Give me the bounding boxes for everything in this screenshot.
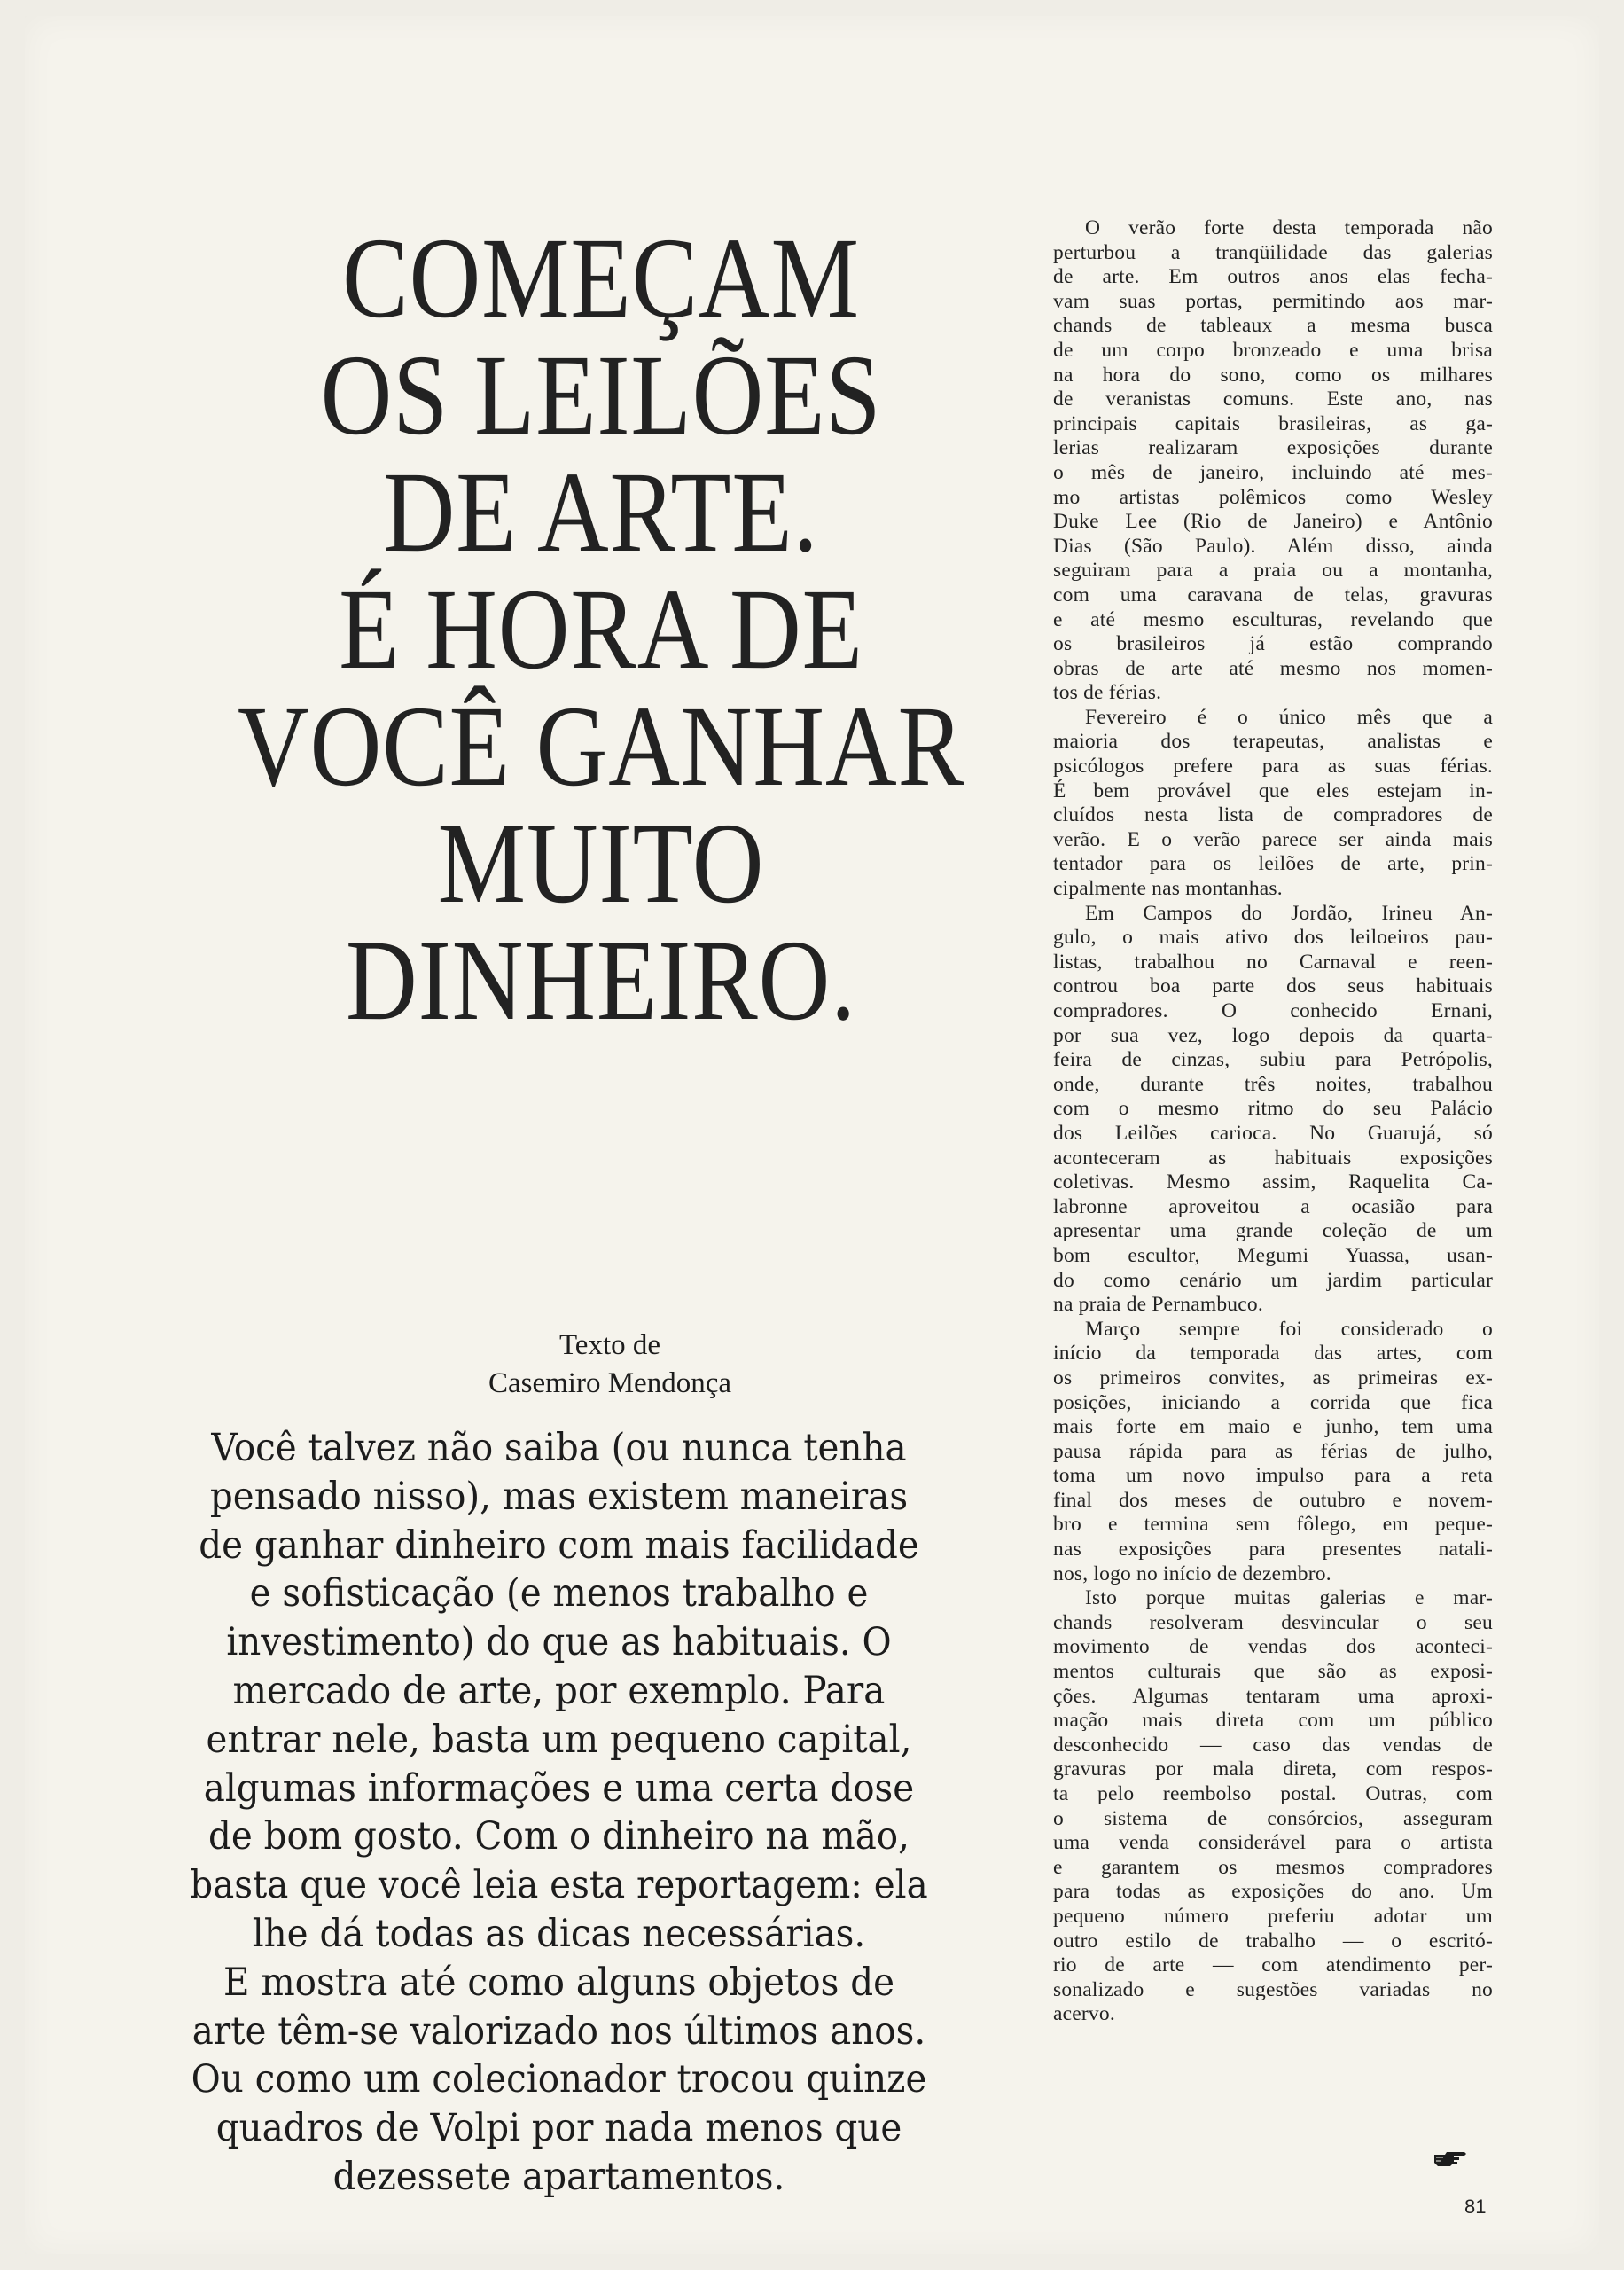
column-line: com o mesmo ritmo do seu Palácio: [1053, 1097, 1493, 1121]
column-line: na praia de Pernambuco.: [1053, 1293, 1263, 1317]
column-line: e até mesmo esculturas, revelando que: [1053, 607, 1493, 631]
byline: [317, 1327, 902, 1403]
column-line: mentos culturais que são as exposi-: [1053, 1660, 1493, 1684]
column-line: obras de arte até mesmo nos momen-: [1053, 656, 1493, 680]
column-line: listas, trabalhou no Carnaval e reen-: [1053, 950, 1493, 974]
lead-line: entrar nele, basta um pequeno capital,: [206, 1717, 912, 1762]
lead-paragraph: [136, 1424, 981, 2202]
column-line: vam suas portas, permitindo aos mar-: [1053, 289, 1493, 313]
column-line: maioria dos terapeutas, analistas e: [1053, 730, 1493, 754]
column-line: outro estilo de trabalho — o escritó-: [1053, 1929, 1493, 1953]
column-line: posições, iniciando a corrida que fica: [1053, 1390, 1493, 1414]
column-line: Isto porque muitas galerias e mar-: [1085, 1586, 1493, 1610]
column-line: Fevereiro é o único mês que a: [1085, 705, 1493, 729]
column-line: o mês de janeiro, incluindo até mes-: [1053, 460, 1493, 484]
column-line: verão. E o verão parece ser ainda mais: [1053, 827, 1493, 851]
column-line: de arte. Em outros anos elas fecha-: [1053, 265, 1493, 289]
lead-line: investimento) do que as habituais. O: [226, 1620, 892, 1665]
column-line: chands de tableaux a mesma busca: [1053, 314, 1493, 338]
column-line: seguiram para a praia ou a montanha,: [1053, 559, 1493, 583]
column-line: na hora do sono, como os milhares: [1053, 363, 1493, 387]
column-line: principais capitais brasileiras, as ga-: [1053, 411, 1493, 435]
lead-line: E mostra até como alguns objetos de: [223, 1960, 895, 2005]
column-line: por sua vez, logo depois da quarta-: [1053, 1023, 1493, 1047]
pointing-hand-icon: [1433, 2148, 1468, 2169]
column-line: controu boa parte dos seus habituais: [1053, 975, 1493, 998]
column-line: os primeiros convites, as primeiras ex-: [1053, 1366, 1493, 1389]
column-line: pequeno número preferiu adotar um: [1053, 1904, 1493, 1928]
lead-line: pensado nisso), mas existem maneiras: [209, 1474, 909, 1519]
magazine-page: [25, 16, 1599, 2254]
column-line: e garantem os mesmos compradores: [1053, 1855, 1493, 1879]
article-column: [1053, 216, 1493, 2027]
column-line: Duke Lee (Rio de Janeiro) e Antônio: [1053, 510, 1493, 534]
column-line: mação mais direta com um público: [1053, 1709, 1493, 1733]
column-line: do como cenário um jardim particular: [1053, 1268, 1493, 1292]
column-line: nos, logo no início de dezembro.: [1053, 1562, 1331, 1585]
headline: [220, 215, 982, 1045]
lead-line: mercado de arte, por exemplo. Para: [232, 1668, 886, 1713]
lead-line: basta que você leia esta reportagem: ela: [190, 1863, 928, 1908]
headline-line: OS LEILÕES: [320, 332, 882, 459]
column-line: ta pelo reembolso postal. Outras, com: [1053, 1782, 1493, 1805]
column-line: chands resolveram desvincular o seu: [1053, 1610, 1493, 1634]
column-line: os brasileiros já estão comprando: [1053, 632, 1493, 656]
column-line: acervo.: [1053, 2002, 1115, 2026]
lead-line: e sofisticação (e menos trabalho e: [249, 1571, 869, 1616]
headline-line: COMEÇAM: [342, 215, 860, 342]
byline-line: Casemiro Mendonça: [488, 1367, 731, 1399]
byline-line: Texto de: [558, 1329, 661, 1361]
column-line: desconhecido — caso das vendas de: [1053, 1733, 1493, 1757]
lead-line: lhe dá todas as dicas necessárias.: [252, 1911, 866, 1956]
column-line: pausa rápida para as férias de julho,: [1053, 1439, 1493, 1463]
column-line: labronne aproveitou a ocasião para: [1053, 1194, 1493, 1218]
column-line: movimento de vendas dos aconteci-: [1053, 1635, 1493, 1659]
lead-line: arte têm-se valorizado nos últimos anos.: [191, 2008, 926, 2054]
column-line: lerias realizaram exposições durante: [1053, 436, 1493, 460]
column-line: feira de cinzas, subiu para Petrópolis,: [1053, 1048, 1493, 1072]
lead-line: de bom gosto. Com o dinheiro na mão,: [208, 1814, 910, 1859]
column-line: para todas as exposições do ano. Um: [1053, 1880, 1493, 1904]
column-line: gulo, o mais ativo dos leiloeiros pau-: [1053, 926, 1493, 950]
headline-line: MUITO: [437, 800, 765, 928]
page-number: 81: [1464, 2196, 1487, 2218]
column-line: É bem provável que eles estejam in-: [1053, 779, 1493, 802]
column-line: Dias (São Paulo). Além disso, ainda: [1053, 534, 1493, 558]
column-line: toma um novo impulso para a reta: [1053, 1464, 1493, 1488]
lead-line: dezessete apartamentos.: [332, 2154, 785, 2199]
column-line: onde, durante três noites, trabalhou: [1053, 1072, 1493, 1096]
column-line: psicólogos prefere para as suas férias.: [1053, 755, 1493, 779]
headline-line: VOCÊ GANHAR: [237, 683, 965, 810]
headline-line: DINHEIRO.: [346, 917, 856, 1045]
column-line: sonalizado e sugestões variadas no: [1053, 1977, 1493, 2001]
column-line: Março sempre foi considerado o: [1085, 1317, 1493, 1341]
column-line: apresentar uma grande coleção de um: [1053, 1219, 1493, 1243]
lead-line: algumas informações e uma certa dose: [203, 1765, 915, 1811]
column-line: aconteceram as habituais exposições: [1053, 1146, 1493, 1170]
column-line: com uma caravana de telas, gravuras: [1053, 583, 1493, 607]
column-line: nas exposições para presentes natali-: [1053, 1538, 1493, 1562]
headline-line: É HORA DE: [339, 566, 863, 693]
column-line: bom escultor, Megumi Yuassa, usan-: [1053, 1243, 1493, 1267]
column-line: o sistema de consórcios, asseguram: [1053, 1806, 1493, 1830]
column-line: perturbou a tranqüilidade das galerias: [1053, 240, 1493, 264]
column-line: compradores. O conhecido Ernani,: [1053, 999, 1493, 1022]
column-line: rio de arte — com atendimento per-: [1053, 1953, 1493, 1977]
column-line: de veranistas comuns. Este ano, nas: [1053, 387, 1493, 411]
column-line: início da temporada das artes, com: [1053, 1342, 1493, 1366]
column-line: uma venda considerável para o artista: [1053, 1831, 1493, 1855]
column-line: mo artistas polêmicos como Wesley: [1053, 485, 1493, 509]
column-line: final dos meses de outubro e novem-: [1053, 1488, 1493, 1512]
column-line: tentador para os leilões de arte, prin-: [1053, 852, 1493, 876]
column-line: Em Campos do Jordão, Irineu An-: [1085, 901, 1493, 925]
lead-line: Você talvez não saiba (ou nunca tenha: [211, 1426, 907, 1470]
column-line: coletivas. Mesmo assim, Raquelita Ca-: [1053, 1170, 1493, 1194]
column-line: de um corpo bronzeado e uma brisa: [1053, 338, 1493, 362]
column-line: cluídos nesta lista de compradores de: [1053, 803, 1493, 827]
column-line: mais forte em maio e junho, tem uma: [1053, 1415, 1493, 1439]
lead-line: de ganhar dinheiro com mais facilidade: [199, 1522, 919, 1568]
column-line: tos de férias.: [1053, 681, 1162, 705]
column-line: gravuras por mala direta, com respos-: [1053, 1757, 1493, 1781]
column-line: cipalmente nas montanhas.: [1053, 877, 1283, 901]
column-line: ções. Algumas tentaram uma aproxi-: [1053, 1684, 1493, 1708]
headline-line: DE ARTE.: [383, 449, 819, 576]
column-line: bro e termina sem fôlego, em peque-: [1053, 1513, 1493, 1537]
lead-line: Ou como um colecionador trocou quinze: [191, 2057, 927, 2102]
column-line: dos Leilões carioca. No Guarujá, só: [1053, 1121, 1493, 1145]
column-line: O verão forte desta temporada não: [1085, 216, 1493, 239]
lead-line: quadros de Volpi por nada menos que: [215, 2106, 902, 2151]
